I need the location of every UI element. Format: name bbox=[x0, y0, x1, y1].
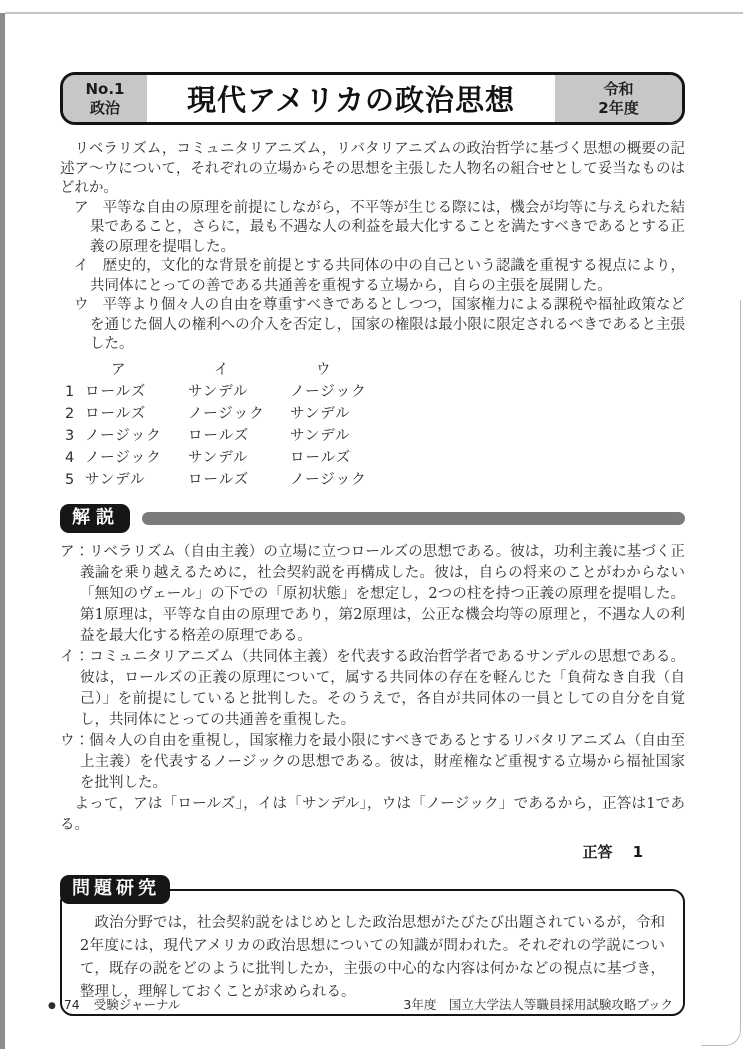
table-header-spacer bbox=[60, 359, 85, 381]
choice-row-number: 3 bbox=[65, 427, 75, 444]
page-title: 現代アメリカの政治思想 bbox=[187, 83, 515, 117]
page-footer bbox=[48, 995, 673, 1013]
option-label: イ bbox=[74, 258, 89, 274]
choice-cell: サンデル bbox=[85, 471, 146, 488]
choice-cell: サンデル bbox=[290, 405, 351, 422]
paragraph-text: リベラリズム（自由主義）の立場に立つロールズの思想である。彼は，功利主義に基づく正義論を乗り越えるために，社会契約説を再構成した。彼は，自らの将来のことがわからない「無知のヴェール」の下での「原初状態」を想定し，2つの柱を持つ正義の原理を提唱した。第1原理は，平等な自由の原理であり，第2原理は，公正な機会均等の原理と，不遇な人の利益を最大化する格差の原理である。 bbox=[80, 543, 685, 644]
paragraph-label: イ： bbox=[60, 648, 90, 665]
bullet-icon: ● bbox=[48, 1001, 56, 1011]
research-text: 政治分野では，社会契約説をはじめとした政治思想がたびたび出題されているが，令和2年度には，現代アメリカの政治思想についての知識が問われた。それぞれの学説について，既存の説をどのように批判したか，主張の中心的な内容は何かなどの視点に基づき，整理し，理解しておくことが求められる。 bbox=[80, 914, 665, 1000]
option-item-u bbox=[60, 296, 685, 355]
option-label: ア bbox=[74, 199, 89, 216]
page-number: 74 bbox=[63, 997, 80, 1012]
option-item-a bbox=[60, 199, 685, 258]
scan-edge-top bbox=[5, 12, 743, 14]
choice-col-header: ア bbox=[111, 361, 126, 378]
option-text: 平等な自由の原理を前提にしながら，不平等が生じる際には，機会が均等に与えられた結果であること，さらに，最も不遇な人の利益を最大化することを満たすべきであるとする正義の原理を提唱した。 bbox=[90, 199, 685, 255]
choice-cell: ノージック bbox=[85, 427, 162, 444]
choice-row-number: 4 bbox=[65, 449, 75, 466]
exam-year-box bbox=[555, 75, 682, 122]
explanation-paragraph bbox=[60, 731, 685, 794]
option-label: ウ bbox=[74, 297, 89, 313]
choice-cell: サンデル bbox=[188, 383, 249, 400]
kaisetsu-header bbox=[60, 504, 685, 533]
option-item-i bbox=[60, 257, 685, 296]
choice-cell: ノージック bbox=[85, 449, 162, 466]
footer-left bbox=[48, 995, 180, 1013]
explanation-paragraph bbox=[60, 542, 685, 647]
choice-cell: ロールズ bbox=[188, 471, 250, 488]
choice-cell: ロールズ bbox=[85, 405, 147, 422]
paragraph-text: 個々人の自由を重視し，国家権力を最小限にすべきであるとするリバタリアニズム（自由至上主義）を代表するノージックの思想である。彼は，財産権など重視する立場から福祉国家を批判した。 bbox=[80, 732, 685, 791]
exam-year: 2年度 bbox=[598, 98, 639, 117]
correct-answer-value: 1 bbox=[632, 842, 643, 861]
choice-col-header: ウ bbox=[316, 361, 331, 378]
choice-cell: ロールズ bbox=[188, 427, 250, 444]
option-text: 平等より個々人の自由を尊重すべきであるとしつつ，国家権力による課税や福祉政策などを通じた個人の権利への介入を否定し，国家の権限は最小限に限定されるべきであると主張した。 bbox=[90, 297, 685, 352]
scan-edge-corner bbox=[701, 300, 741, 1046]
journal-name: 受験ジャーナル bbox=[93, 997, 181, 1012]
choice-col-header: イ bbox=[214, 361, 229, 378]
choice-cell: ノージック bbox=[188, 405, 265, 422]
explanation-conclusion: よって，アは「ロールズ」，イは「サンデル」，ウは「ノージック」であるから，正答は1である。 bbox=[60, 795, 685, 833]
paragraph-label: ウ： bbox=[60, 732, 90, 749]
correct-answer bbox=[60, 841, 685, 862]
kaisetsu-label-chip: 解説 bbox=[60, 504, 130, 533]
choice-cell: ノージック bbox=[290, 471, 367, 488]
question-number: No.1 bbox=[85, 79, 125, 98]
paragraph-text: コミュニタリアニズム（共同体主義）を代表する政治哲学者であるサンデルの思想である。彼は，ロールズの正義の原理について，属する共同体の存在を軽んじた「負荷なき自我（自己）」を前提にしていると批判した。そのうえで，各自が共同体の一員としての自分を自覚し，共同体にとっての共通善を重視した。 bbox=[80, 648, 686, 728]
paragraph-label: ア： bbox=[60, 543, 90, 560]
choice-cell: サンデル bbox=[290, 427, 351, 444]
section-divider-bar bbox=[142, 512, 685, 525]
choice-row-number: 5 bbox=[65, 471, 75, 488]
choice-cell: ロールズ bbox=[85, 383, 147, 400]
choice-cell: ロールズ bbox=[290, 449, 352, 466]
choice-cell: ノージック bbox=[290, 383, 367, 400]
page-content bbox=[60, 72, 685, 1016]
question-category: 政治 bbox=[89, 98, 120, 117]
choice-row-number: 1 bbox=[65, 383, 75, 400]
option-text: 歴史的，文化的な背景を前提とする共同体の中の自己という認識を重視する視点により，共同体にとっての善である共通善を重視する立場から，自らの主張を展開した。 bbox=[90, 258, 685, 294]
exam-era: 令和 bbox=[603, 79, 634, 98]
correct-answer-label: 正答 bbox=[582, 842, 613, 861]
choice-row-number: 2 bbox=[65, 405, 75, 422]
question-number-box bbox=[63, 75, 147, 122]
scan-edge-left bbox=[0, 13, 5, 1049]
book-title: 3年度 国立大学法人等職員採用試験攻略ブック bbox=[403, 997, 673, 1012]
answer-choice-table bbox=[60, 359, 685, 491]
question-lead: リベラリズム，コミュニタリアニズム，リバタリアニズムの政治哲学に基づく思想の概要の記述ア～ウについて，それぞれの立場からその思想を主張した人物名の組合せとして妥当なものはどれか。 bbox=[60, 141, 685, 196]
choice-cell: サンデル bbox=[188, 449, 249, 466]
research-label-chip: 問題研究 bbox=[60, 875, 170, 904]
question-header bbox=[60, 72, 685, 125]
explanation-paragraph bbox=[60, 647, 685, 731]
kaisetsu-body bbox=[60, 542, 685, 836]
